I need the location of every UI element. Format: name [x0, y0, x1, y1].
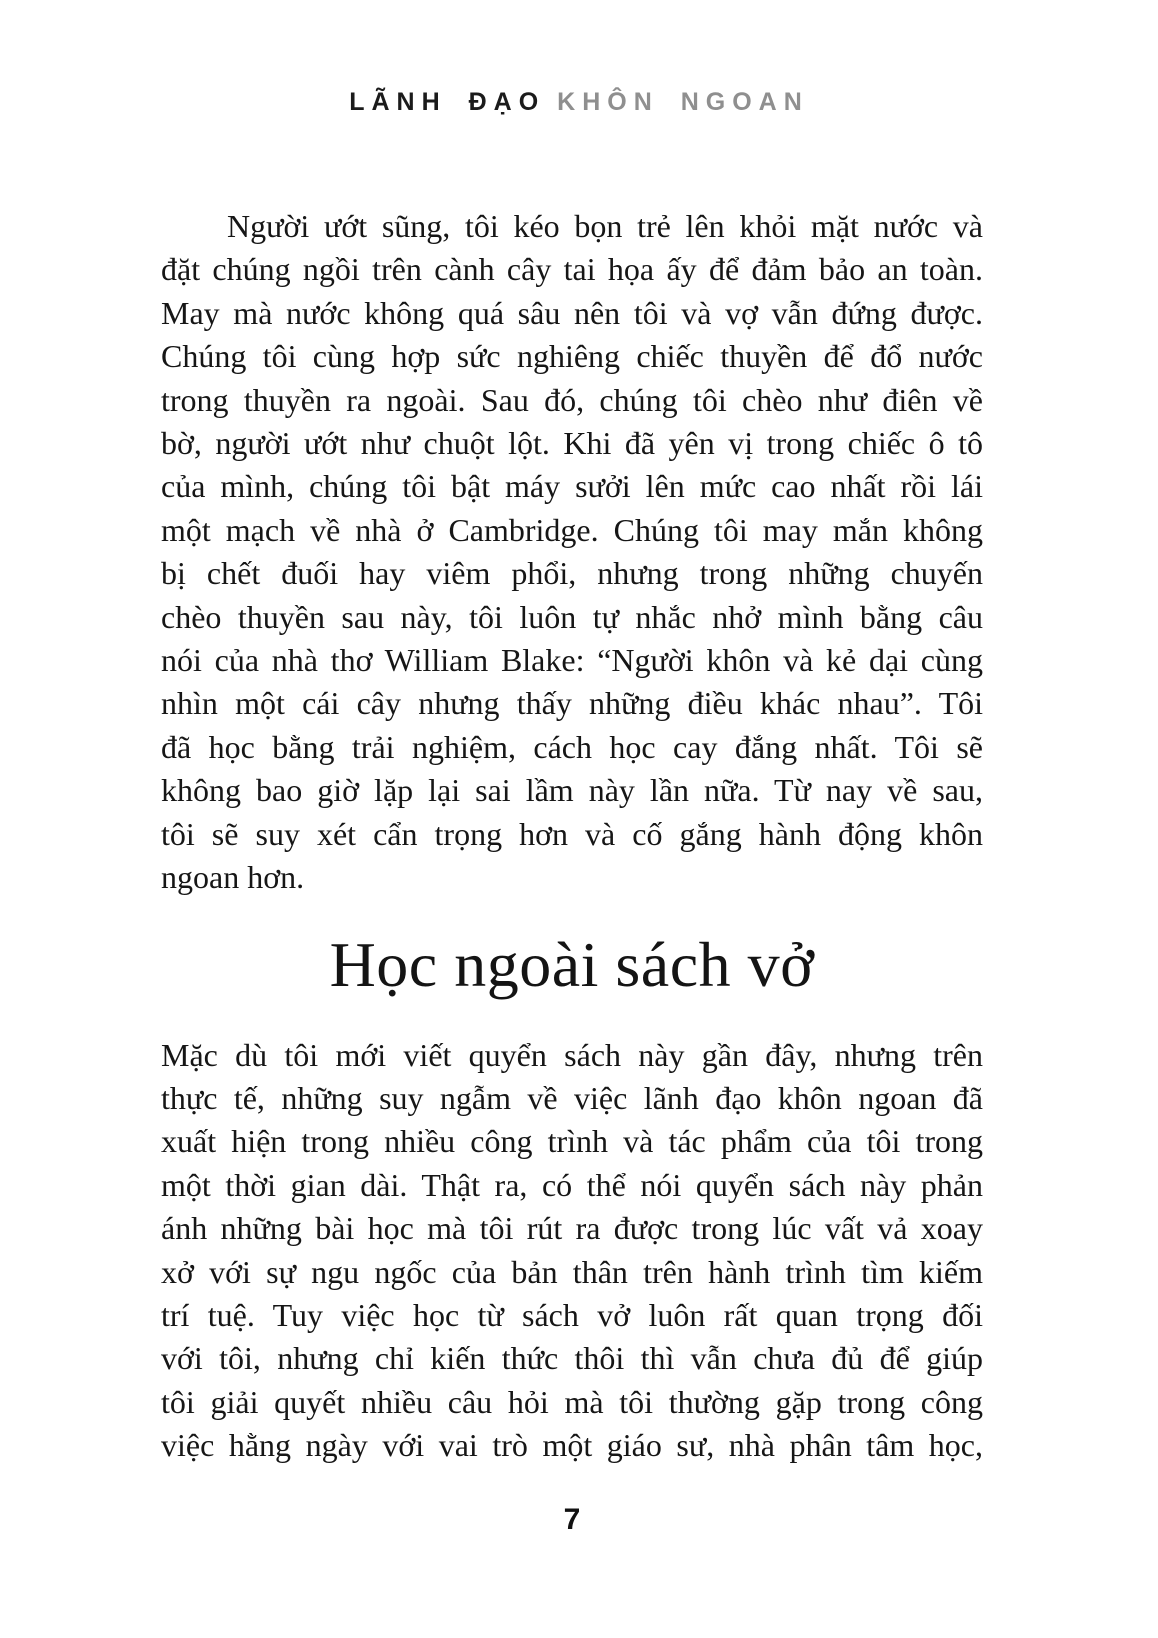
text-line: với tôi, nhưng chỉ kiến thức thôi thì vẫn chưa đủ để giúp: [161, 1340, 983, 1377]
text-line: xuất hiện trong nhiều công trình và tác phẩm của tôi trong: [161, 1123, 983, 1160]
text-line: nhìn một cái cây nhưng thấy những điều khác nhau”. Tôi: [161, 685, 983, 722]
text-line: Mặc dù tôi mới viết quyển sách này gần đây, nhưng trên: [161, 1036, 983, 1073]
text-line: một mạch về nhà ở Cambridge. Chúng tôi may mắn không: [161, 511, 983, 548]
text-line: đã học bằng trải nghiệm, cách học cay đắng nhất. Tôi sẽ: [161, 728, 983, 765]
text-line: việc hằng ngày với vai trò một giáo sư, nhà phân tâm học,: [161, 1427, 983, 1464]
text-line: thực tế, những suy ngẫm về việc lãnh đạo khôn ngoan đã: [161, 1079, 983, 1116]
text-line: nói của nhà thơ William Blake: “Người khôn và kẻ dại cùng: [161, 642, 983, 679]
page-body: [161, 205, 983, 1468]
text-line: trí tuệ. Tuy việc học từ sách vở luôn rất quan trọng đối: [161, 1296, 983, 1333]
text-line: của mình, chúng tôi bật máy sưởi lên mức cao nhất rồi lái: [161, 468, 983, 505]
text-line: ánh những bài học mà tôi rút ra được trong lúc vất vả xoay: [161, 1210, 983, 1247]
paragraph-1: [161, 205, 983, 900]
text-line: chèo thuyền sau này, tôi luôn tự nhắc nhở mình bằng câu: [161, 598, 983, 635]
text-line: trong thuyền ra ngoài. Sau đó, chúng tôi chèo như điên về: [161, 381, 983, 418]
book-title-primary: LÃNH ĐẠO: [349, 88, 546, 116]
paragraph-2: [161, 1034, 983, 1468]
running-header: [0, 88, 1158, 117]
text-line: Người ướt sũng, tôi kéo bọn trẻ lên khỏi mặt nước và: [227, 208, 983, 244]
text-line: ngoan hơn.: [161, 859, 305, 896]
text-line: May mà nước không quá sâu nên tôi và vợ vẫn đứng được.: [161, 294, 983, 331]
text-line: tôi giải quyết nhiều câu hỏi mà tôi thường gặp trong công: [161, 1383, 983, 1420]
section-heading: Học ngoài sách vở: [329, 928, 815, 1000]
text-line: đặt chúng ngồi trên cành cây tai họa ấy để đảm bảo an toàn.: [161, 251, 983, 288]
text-line: tôi sẽ suy xét cẩn trọng hơn và cố gắng hành động khôn: [161, 815, 983, 852]
text-line: xở với sự ngu ngốc của bản thân trên hành trình tìm kiếm: [161, 1253, 983, 1290]
text-line: một thời gian dài. Thật ra, có thể nói quyển sách này phản: [161, 1166, 983, 1203]
text-line: Chúng tôi cùng hợp sức nghiêng chiếc thuyền để đổ nước: [161, 338, 983, 375]
text-line: không bao giờ lặp lại sai lầm này lần nữa. Từ nay về sau,: [161, 772, 983, 809]
text-line: bị chết đuối hay viêm phổi, nhưng trong những chuyến: [161, 555, 983, 592]
book-title-secondary: KHÔN NGOAN: [557, 88, 809, 116]
text-line: bờ, người ướt như chuột lột. Khi đã yên vị trong chiếc ô tô: [161, 425, 983, 462]
page-number: 7: [563, 1503, 581, 1536]
